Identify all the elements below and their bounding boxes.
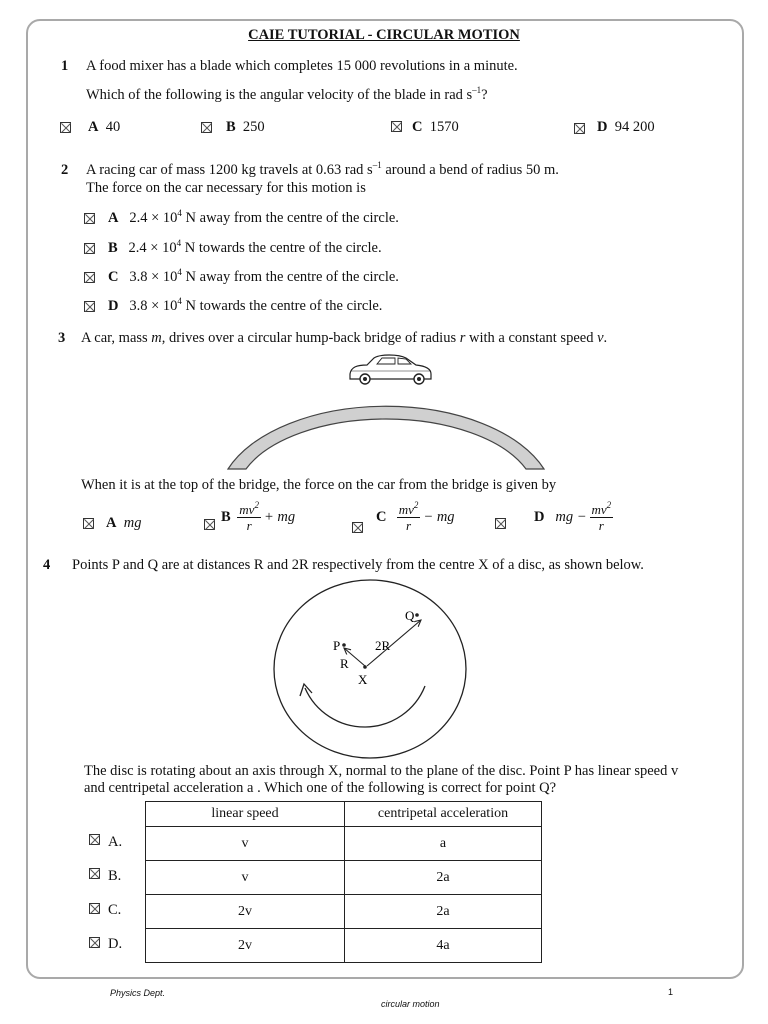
q2-option-b: B $2.4 \times 10^4$ N towards the centre of the circle.: [108, 238, 382, 256]
q2-checkbox-d[interactable]: [84, 301, 95, 312]
q1-question: Which of the following is the angular velocity of the blade in rad $s^{-1}$?: [86, 85, 488, 103]
q2-option-a: A $2.4 \times 10^4$ N away from the centre of the circle.: [108, 208, 399, 226]
q4-checkbox-b[interactable]: [89, 868, 100, 879]
q1-option-c: C 1570: [412, 119, 459, 135]
q3-checkbox-d[interactable]: [495, 518, 506, 529]
table-row: [146, 861, 542, 895]
q1-stem: A food mixer has a blade which completes 15 000 revolutions in a minute.: [86, 58, 518, 74]
label-p: P: [333, 638, 341, 653]
q1-checkbox-c[interactable]: [391, 121, 402, 132]
q4-stem: Points P and Q are at distances R and 2R respectively from the centre X of a disc, as shown below.: [72, 557, 644, 573]
q1-option-d: D 94 200: [597, 119, 655, 135]
q1-checkbox-d[interactable]: [574, 123, 585, 134]
footer-topic: circular motion: [381, 999, 440, 1009]
q3-option-c: C $\frac{mv^2}{r}$ − mg: [376, 500, 455, 533]
cell-accel: 2a: [345, 895, 542, 929]
q1-option-b: B 250: [226, 119, 265, 135]
bridge-diagram: [220, 352, 560, 472]
footer-page-number: 1: [668, 987, 674, 997]
disc-diagram: [272, 578, 472, 760]
cell-accel: a: [345, 827, 542, 861]
q4-answer-table: [145, 801, 542, 963]
q4-text-line2: and centripetal acceleration a . Which one of the following is correct for point Q?: [84, 780, 557, 796]
q3-checkbox-a[interactable]: [83, 518, 94, 529]
label-r: R: [340, 656, 349, 671]
car-icon: [350, 355, 431, 384]
q2-checkbox-a[interactable]: [84, 213, 95, 224]
q4-checkbox-a[interactable]: [89, 834, 100, 845]
q3-question: When it is at the top of the bridge, the force on the car from the bridge is given by: [81, 477, 557, 493]
q1-option-a: A 40: [88, 119, 121, 135]
cell-accel: 4a: [345, 929, 542, 963]
label-2r: 2R: [375, 638, 391, 653]
cell-accel: 2a: [345, 861, 542, 895]
table-row: [146, 827, 542, 861]
q4-option-d: D.: [108, 936, 123, 952]
bridge-arch: [228, 406, 544, 469]
q2-stem: A racing car of mass 1200 kg travels at 0.63 rad $s^{-1}$ around a bend of radius 50 m.: [86, 160, 559, 178]
table-header-row: [146, 802, 542, 827]
q1-number: 1: [61, 58, 69, 74]
q2-option-c: C $3.8 \times 10^4$ N away from the centre of the circle.: [108, 267, 399, 285]
page-title: CAIE TUTORIAL - CIRCULAR MOTION: [248, 27, 520, 43]
point-p: [342, 643, 346, 647]
q3-option-a: A mg: [106, 515, 142, 531]
q4-option-c: C.: [108, 902, 122, 918]
table-row: [146, 895, 542, 929]
footer-dept: Physics Dept.: [110, 988, 166, 998]
q2-question: The force on the car necessary for this motion is: [86, 180, 366, 196]
centre-x-point: [363, 665, 367, 669]
q1-checkbox-b[interactable]: [201, 122, 212, 133]
header-linear-speed: linear speed: [146, 802, 345, 827]
point-q: [415, 613, 419, 617]
q2-checkbox-c[interactable]: [84, 272, 95, 283]
q4-checkbox-d[interactable]: [89, 937, 100, 948]
disc-outline: [274, 580, 466, 758]
q4-text-line1: The disc is rotating about an axis through X, normal to the plane of the disc. Point P has linear speed v: [84, 763, 679, 779]
q4-checkbox-c[interactable]: [89, 903, 100, 914]
cell-speed: v: [146, 861, 345, 895]
label-x: X: [358, 672, 368, 687]
q3-checkbox-c[interactable]: [352, 522, 363, 533]
table-row: [146, 929, 542, 963]
cell-speed: v: [146, 827, 345, 861]
q4-number: 4: [43, 557, 51, 573]
label-q: Q: [405, 608, 415, 623]
q3-option-b: B $\frac{mv^2}{r}$ + mg: [221, 500, 296, 533]
q2-checkbox-b[interactable]: [84, 243, 95, 254]
q2-option-d: D $3.8 \times 10^4$ N towards the centre of the circle.: [108, 296, 383, 314]
q2-number: 2: [61, 162, 69, 178]
q3-option-d: D mg − $\frac{mv^2}{r}$: [534, 500, 612, 533]
q4-option-a: A.: [108, 834, 123, 850]
header-centripetal-acceleration: centripetal acceleration: [345, 802, 542, 827]
rotation-arrow: [305, 686, 425, 727]
cell-speed: 2v: [146, 895, 345, 929]
q4-option-b: B.: [108, 868, 122, 884]
q3-number: 3: [58, 330, 66, 346]
q1-checkbox-a[interactable]: [60, 122, 71, 133]
cell-speed: 2v: [146, 929, 345, 963]
q3-checkbox-b[interactable]: [204, 519, 215, 530]
q3-stem: A car, mass m, drives over a circular hump-back bridge of radius r with a constant speed v.: [81, 330, 608, 346]
